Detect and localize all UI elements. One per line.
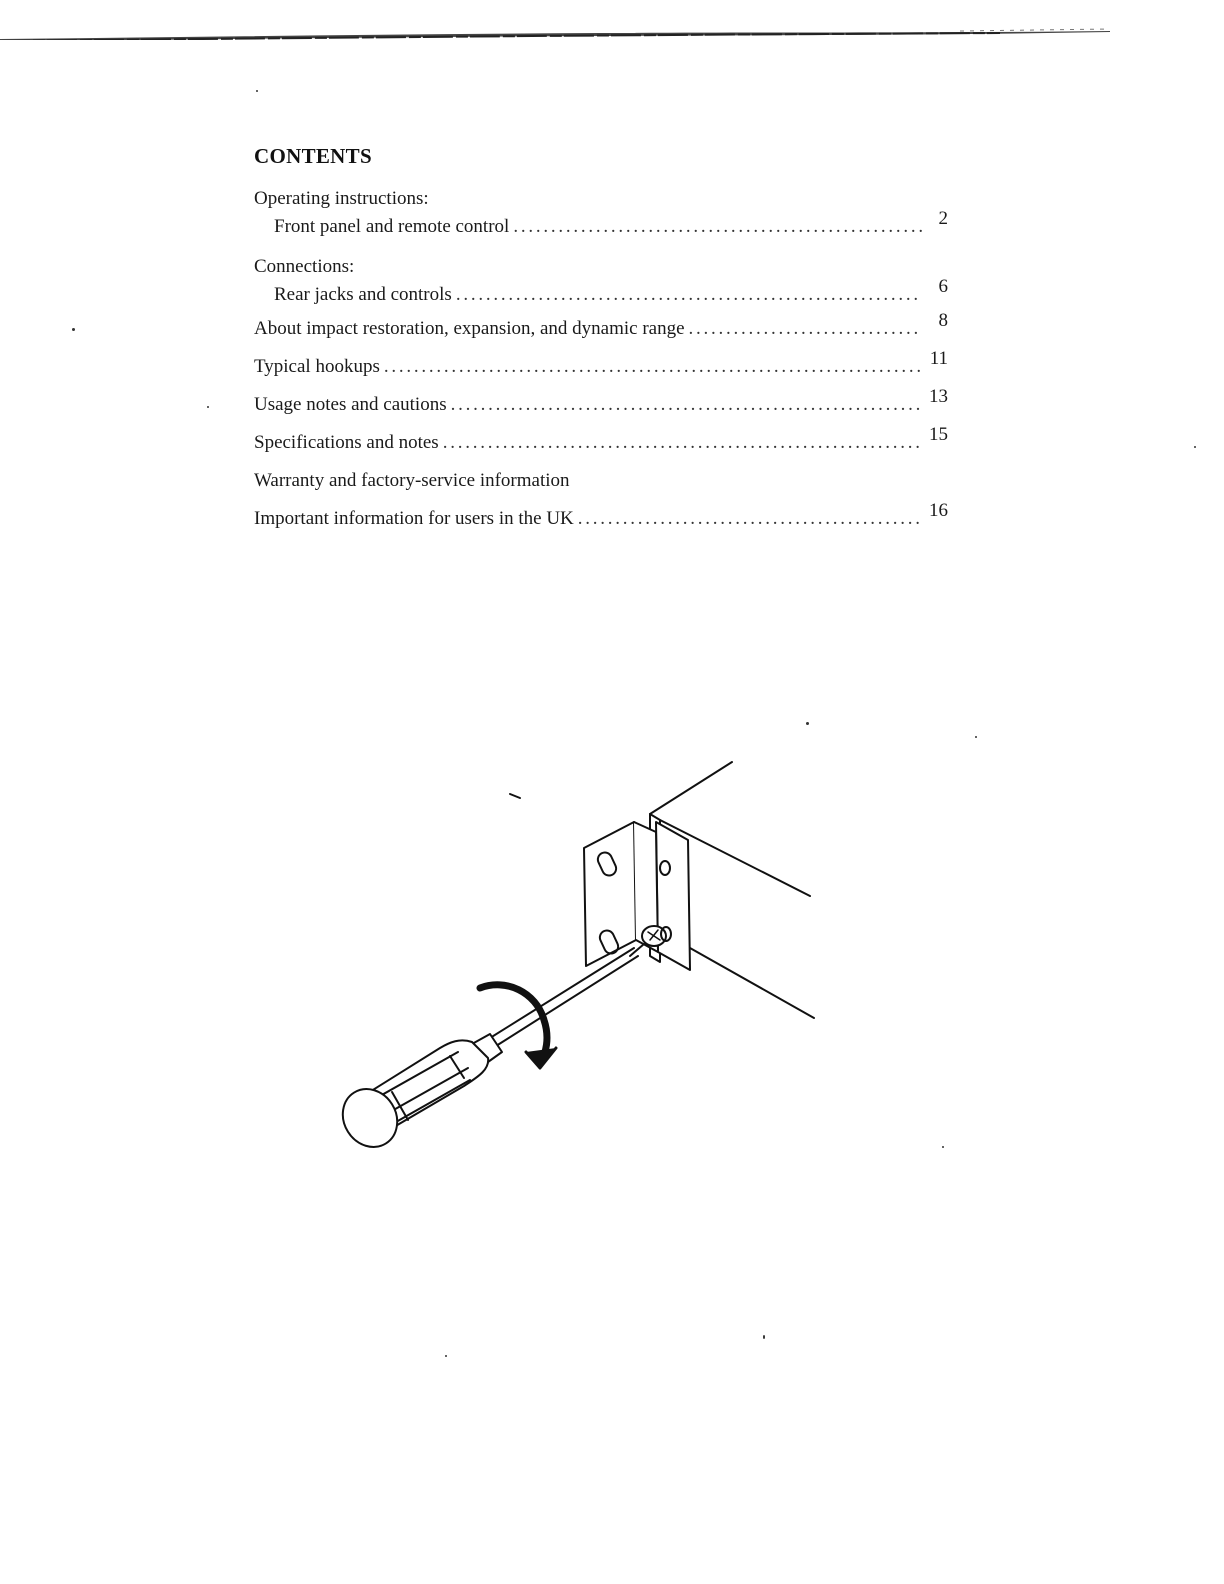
scan-speck <box>975 736 977 738</box>
toc-group-heading: Operating instructions: <box>254 188 429 209</box>
toc-entry-impact-restoration[interactable] <box>254 310 948 348</box>
toc-entry-label: About impact restoration, expansion, and dynamic range <box>254 318 685 339</box>
toc-entry-label: Important information for users in the UK <box>254 508 574 529</box>
dot-leader <box>578 500 922 538</box>
toc-entry-label: Typical hookups <box>254 356 380 377</box>
dot-leader <box>443 424 922 462</box>
toc-entry-page: 8 <box>938 310 948 331</box>
toc-entry-label: Rear jacks and controls <box>274 284 452 305</box>
toc-entry-page: 6 <box>938 276 948 297</box>
page-title: CONTENTS <box>254 144 372 169</box>
toc-entry-specifications[interactable] <box>254 424 948 462</box>
scan-speck <box>445 1355 447 1357</box>
toc-group-heading: Connections: <box>254 256 355 277</box>
toc-entry-page: 2 <box>938 208 948 229</box>
dot-leader <box>451 386 922 424</box>
scan-speck <box>942 1146 944 1148</box>
dot-leader <box>456 280 922 310</box>
dot-leader <box>689 310 922 348</box>
toc-group-connections <box>254 254 948 310</box>
toc-entry-page: 16 <box>929 500 948 521</box>
toc-entry-label: Warranty and factory-service information <box>254 470 570 491</box>
toc-entry-page: 15 <box>929 424 948 445</box>
scan-speck <box>72 328 75 331</box>
toc-entry-label: Specifications and notes <box>254 432 439 453</box>
scan-speck <box>763 1335 765 1339</box>
scan-speck <box>207 406 209 408</box>
toc-entry-page: 13 <box>929 386 948 407</box>
toc-entry-front-panel[interactable] <box>254 208 948 242</box>
toc-entry-warranty[interactable] <box>254 462 948 500</box>
scan-edge-artifact <box>0 24 1110 40</box>
toc-entry-rear-jacks[interactable] <box>254 276 948 310</box>
toc-group-operating <box>254 186 948 242</box>
table-of-contents <box>254 186 948 538</box>
toc-entry-page: 11 <box>929 348 948 369</box>
scan-speck <box>256 90 258 92</box>
scan-speck <box>1194 446 1196 448</box>
toc-entry-typical-hookups[interactable] <box>254 348 948 386</box>
toc-entry-label: Front panel and remote control <box>274 216 510 237</box>
toc-entry-uk-info[interactable] <box>254 500 948 538</box>
screwdriver-rack-mount-icon <box>330 752 830 1162</box>
dot-leader <box>384 348 922 386</box>
scan-speck <box>806 722 809 725</box>
toc-entry-usage-notes[interactable] <box>254 386 948 424</box>
toc-entry-label: Usage notes and cautions <box>254 394 447 415</box>
dot-leader <box>513 212 922 242</box>
